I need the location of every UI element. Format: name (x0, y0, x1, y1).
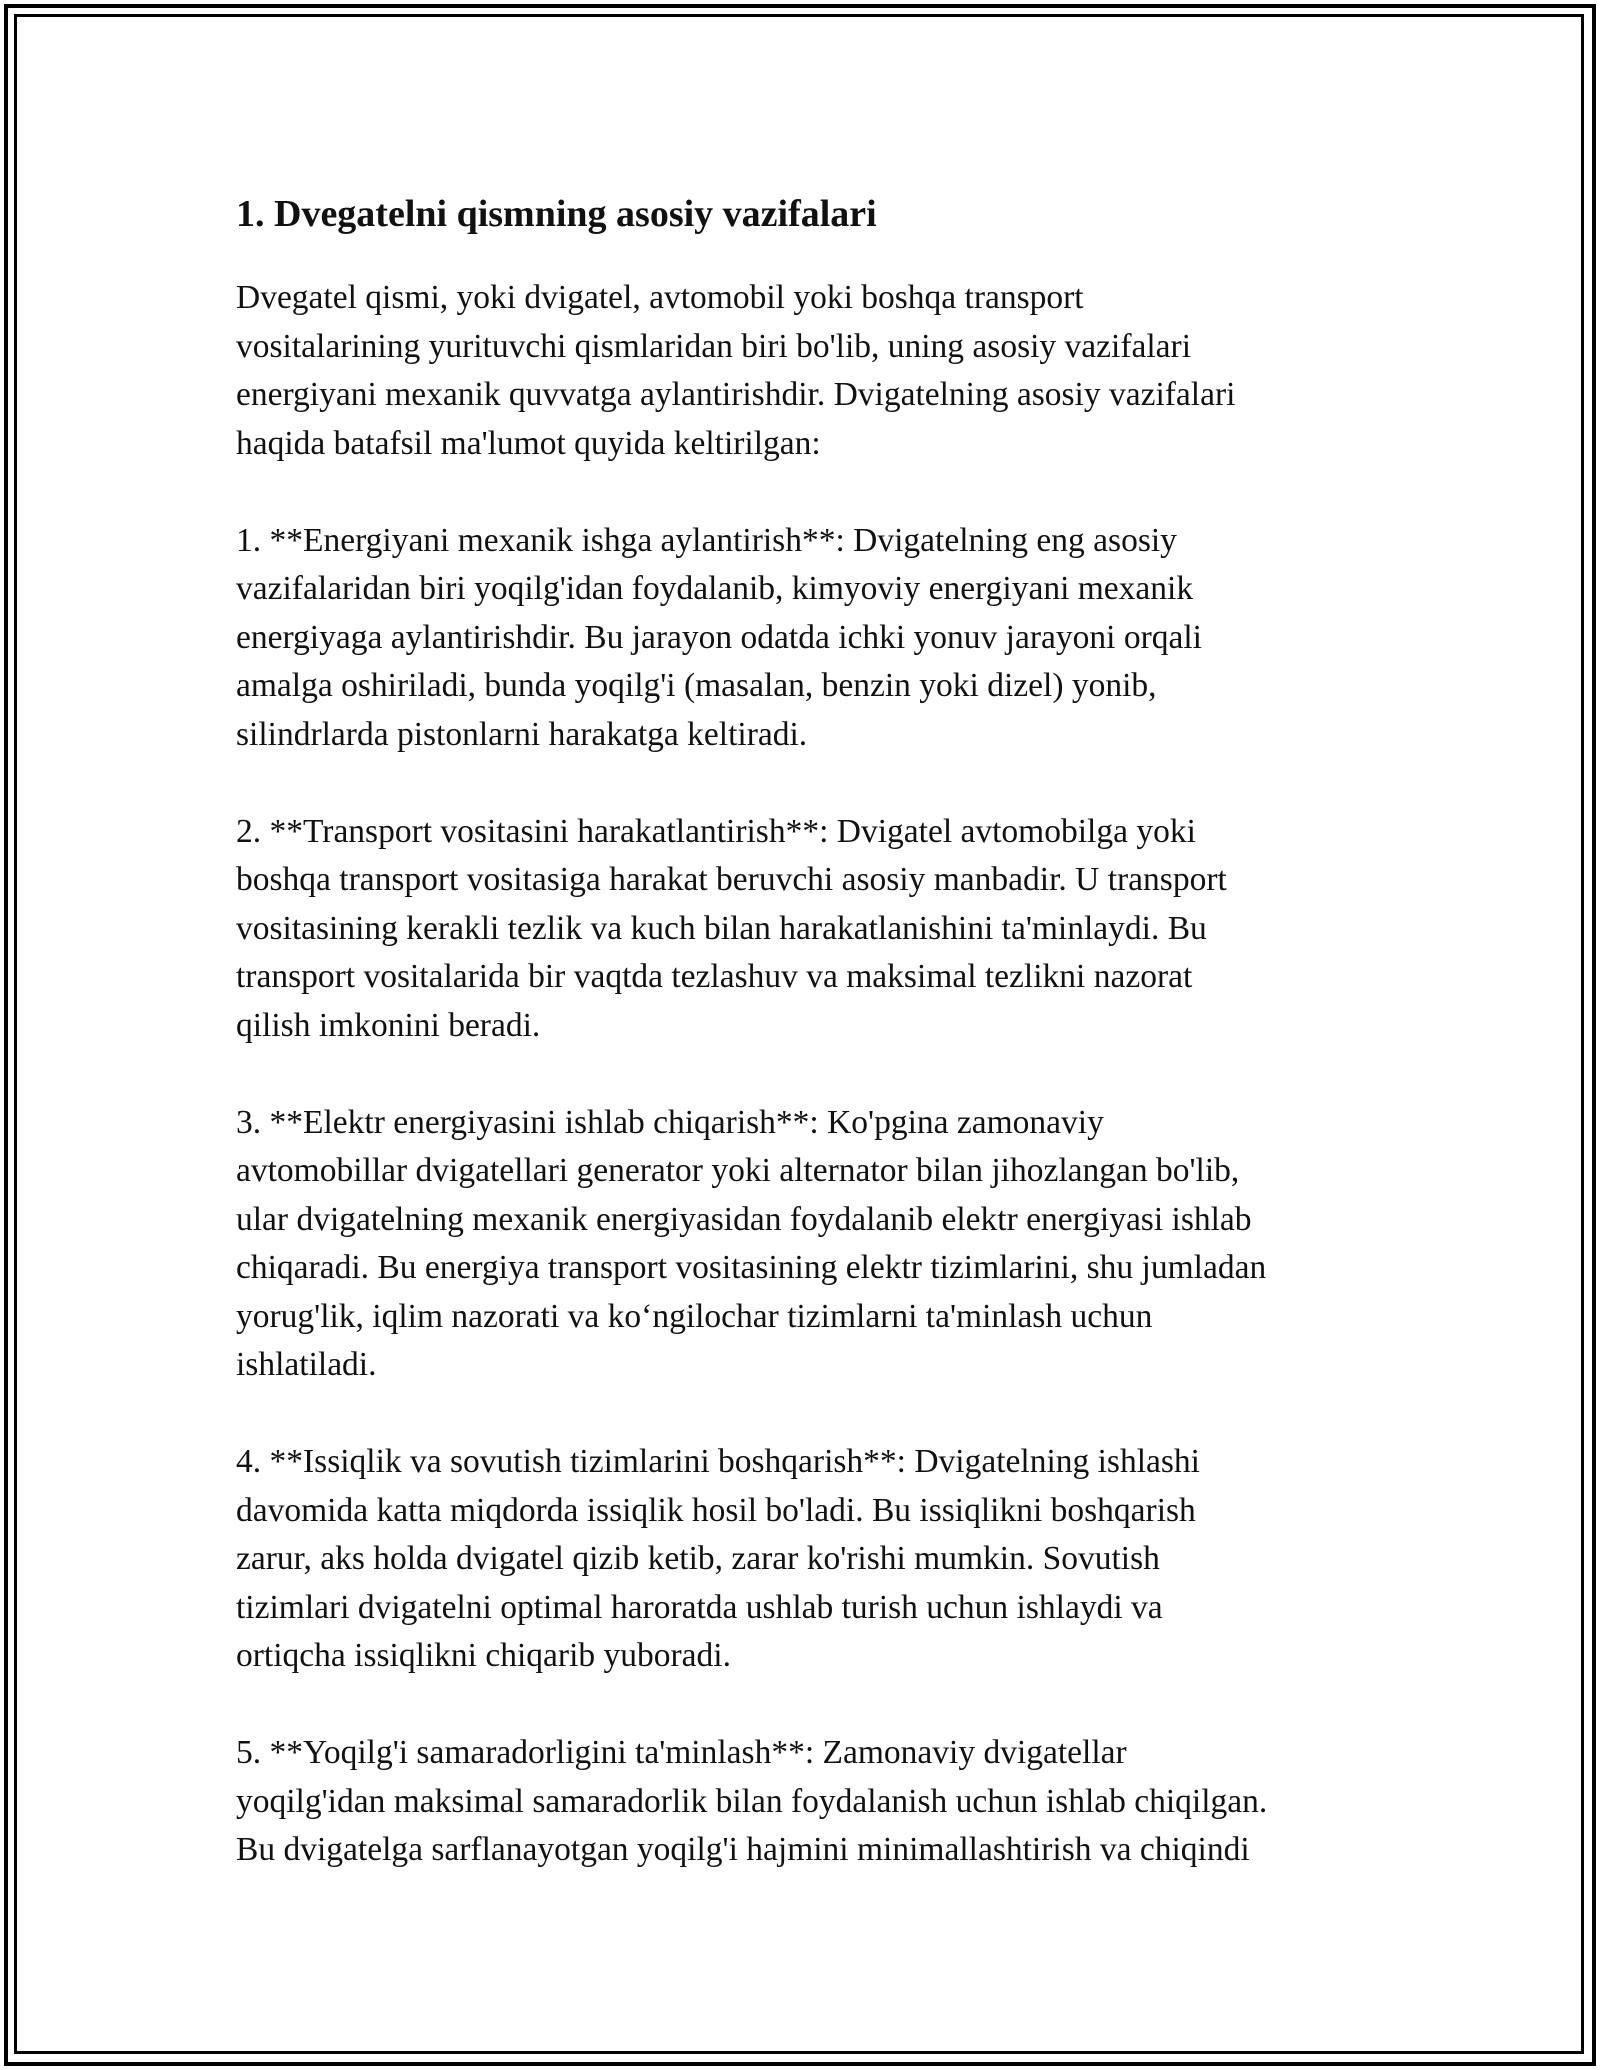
text-line: qilish imkonini beradi. (236, 1006, 541, 1044)
text-line: chiqaradi. Bu energiya transport vositasining elektr tizimlarini, shu jumladan (236, 1249, 1267, 1286)
text-line: silindrlarda pistonlarni harakatga keltiradi. (236, 715, 808, 753)
text-line: Dvegatel qismi, yoki dvigatel, avtomobil yoki boshqa transport (236, 279, 1084, 316)
text-line: 2. **Transport vositasini harakatlantirish**: Dvigatel avtomobilga yoki (236, 812, 1196, 850)
text-line: ortiqcha issiqlikni chiqarib yuboradi. (236, 1637, 731, 1674)
list-item-paragraph-5 (236, 1729, 1376, 1875)
text-line: boshqa transport vositasiga harakat beruvchi asosiy manbadir. U transport (236, 861, 1227, 898)
list-item-paragraph-2 (236, 808, 1376, 1051)
intro-paragraph (236, 274, 1376, 468)
text-line: vositalarining yurituvchi qismlaridan biri bo'lib, uning asosiy vazifalari (236, 327, 1192, 365)
text-line: 5. **Yoqilg'i samaradorligini ta'minlash**: Zamonaviy dvigatellar (236, 1734, 1127, 1771)
text-line: energiyani mexanik quvvatga aylantirishdir. Dvigatelning asosiy vazifalari (236, 376, 1236, 413)
text-line: vazifalaridan biri yoqilg'idan foydalanib, kimyoviy energiyani mexanik (236, 570, 1194, 607)
list-item-paragraph-4 (236, 1438, 1376, 1681)
text-line: avtomobillar dvigatellari generator yoki alternator bilan jihozlangan bo'lib, (236, 1152, 1240, 1189)
text-line: energiyaga aylantirishdir. Bu jarayon odatda ichki yonuv jarayoni orqali (236, 618, 1202, 656)
text-line: transport vositalarida bir vaqtda tezlashuv va maksimal tezlikni nazorat (236, 958, 1193, 995)
list-item-paragraph-1 (236, 517, 1376, 760)
text-line: 3. **Elektr energiyasini ishlab chiqarish**: Ko'pgina zamonaviy (236, 1103, 1104, 1141)
page-title: 1. Dvegatelni qismning asosiy vazifalari (236, 193, 877, 235)
text-line: 4. **Issiqlik va sovutish tizimlarini boshqarish**: Dvigatelning ishlashi (236, 1443, 1200, 1480)
text-line: ishlatiladi. (236, 1346, 377, 1383)
text-line: davomida katta miqdorda issiqlik hosil bo'ladi. Bu issiqlikni boshqarish (236, 1491, 1196, 1529)
text-line: haqida batafsil ma'lumot quyida keltirilgan: (236, 424, 821, 462)
text-line: zarur, aks holda dvigatel qizib ketib, zarar ko'rishi mumkin. Sovutish (236, 1540, 1160, 1577)
text-line: vositasining kerakli tezlik va kuch bilan harakatlanishini ta'minlaydi. Bu (236, 909, 1207, 947)
list-item-paragraph-3 (236, 1099, 1376, 1390)
text-line: Bu dvigatelga sarflanayotgan yoqilg'i hajmini minimallashtirish va chiqindi (236, 1831, 1250, 1868)
text-line: yorug'lik, iqlim nazorati va ko‘ngilochar tizimlarni ta'minlash uchun (236, 1297, 1153, 1335)
text-line: 1. **Energiyani mexanik ishga aylantirish**: Dvigatelning eng asosiy (236, 521, 1177, 559)
text-line: ular dvigatelning mexanik energiyasidan foydalanib elektr energiyasi ishlab (236, 1200, 1252, 1238)
text-line: yoqilg'idan maksimal samaradorlik bilan foydalanish uchun ishlab chiqilgan. (236, 1782, 1268, 1820)
text-line: tizimlari dvigatelni optimal haroratda ushlab turish uchun ishlaydi va (236, 1588, 1163, 1626)
document-body (236, 186, 1376, 1875)
text-line: amalga oshiriladi, bunda yoqilg'i (masalan, benzin yoki dizel) yonib, (236, 667, 1157, 704)
